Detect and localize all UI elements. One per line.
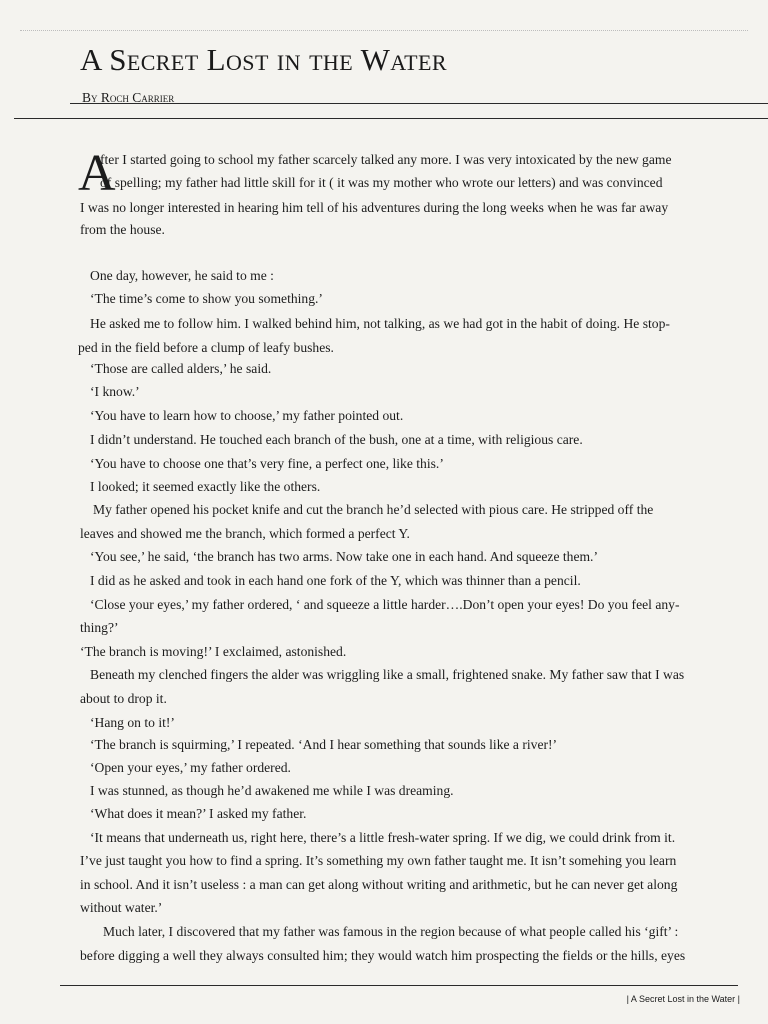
- body-line: I didn’t understand. He touched each branch of the bush, one at a time, with religious care.: [90, 432, 583, 447]
- body-line: I was stunned, as though he’d awakened me while I was dreaming.: [90, 783, 454, 798]
- body-line: without water.’: [80, 900, 163, 915]
- header-rule-upper: [70, 103, 768, 104]
- body-line: ‘The time’s come to show you something.’: [90, 291, 323, 306]
- body-line: Beneath my clenched fingers the alder was wriggling like a small, frightened snake. My father saw that I was: [90, 667, 685, 682]
- body-line: leaves and showed me the branch, which formed a perfect Y.: [80, 526, 410, 541]
- body-line: from the house.: [80, 222, 165, 237]
- body-line: ‘You have to choose one that’s very fine, a perfect one, like this.’: [90, 456, 444, 471]
- body-line: ‘Hang on to it!’: [90, 715, 175, 730]
- article-title: A Secret Lost in the Water: [80, 42, 447, 77]
- running-footer: | A Secret Lost in the Water |: [626, 994, 740, 1004]
- body-line: I did as he asked and took in each hand one fork of the Y, which was thinner than a pencil.: [90, 573, 581, 588]
- body-line: One day, however, he said to me :: [90, 268, 274, 283]
- body-line: ‘The branch is moving!’ I exclaimed, astonished.: [80, 644, 347, 659]
- body-line: Much later, I discovered that my father was famous in the region because of what people called his ‘gift’ :: [103, 924, 679, 939]
- scan-noise-top: [20, 30, 748, 32]
- body-line: before digging a well they always consulted him; they would watch him prospecting the fields or the hills, eyes: [80, 948, 686, 963]
- body-line: He asked me to follow him. I walked behind him, not talking, as we had got in the habit of doing. He stop-: [90, 316, 670, 331]
- body-line: ‘I know.’: [90, 384, 140, 399]
- body-line: I was no longer interested in hearing him tell of his adventures during the long weeks when he was far away: [80, 200, 669, 215]
- body-line: thing?’: [80, 620, 119, 635]
- body-line: ‘The branch is squirming,’ I repeated. ‘And I hear something that sounds like a river!’: [90, 737, 558, 752]
- body-line: ‘You see,’ he said, ‘the branch has two arms. Now take one in each hand. And squeeze them.’: [90, 549, 598, 564]
- body-line: ‘Open your eyes,’ my father ordered.: [90, 760, 291, 775]
- body-line: ‘You have to learn how to choose,’ my father pointed out.: [90, 408, 404, 423]
- body-line: about to drop it.: [80, 691, 167, 706]
- body-line: I’ve just taught you how to find a spring. It’s something my own father taught me. It isn’t somehing you learn: [80, 853, 677, 868]
- body-line: fter I started going to school my father scarcely talked any more. I was very intoxicated by the new game: [100, 152, 672, 167]
- body-line: I looked; it seemed exactly like the others.: [90, 479, 321, 494]
- body-line: in school. And it isn’t useless : a man can get along without writing and arithmetic, but he can never get along: [80, 877, 678, 892]
- body-line: ‘Close your eyes,’ my father ordered, ‘ and squeeze a little harder….Don’t open your eyes! Do you feel any-: [90, 597, 680, 612]
- body-line: ‘What does it mean?’ I asked my father.: [90, 806, 307, 821]
- body-line: ped in the field before a clump of leafy bushes.: [78, 340, 334, 355]
- body-line: My father opened his pocket knife and cut the branch he’d selected with pious care. He stripped off the: [93, 502, 654, 517]
- footer-rule: [60, 985, 738, 986]
- drop-cap: A: [78, 145, 116, 202]
- header-rule-lower: [14, 118, 768, 119]
- body-line: of spelling; my father had little skill for it ( it was my mother who wrote our letters) and was convinced: [100, 175, 663, 190]
- body-line: ‘It means that underneath us, right here, there’s a little fresh-water spring. If we dig, we could drink from it.: [90, 830, 676, 845]
- byline: By Roch Carrier: [82, 90, 175, 105]
- body-line: ‘Those are called alders,’ he said.: [90, 361, 272, 376]
